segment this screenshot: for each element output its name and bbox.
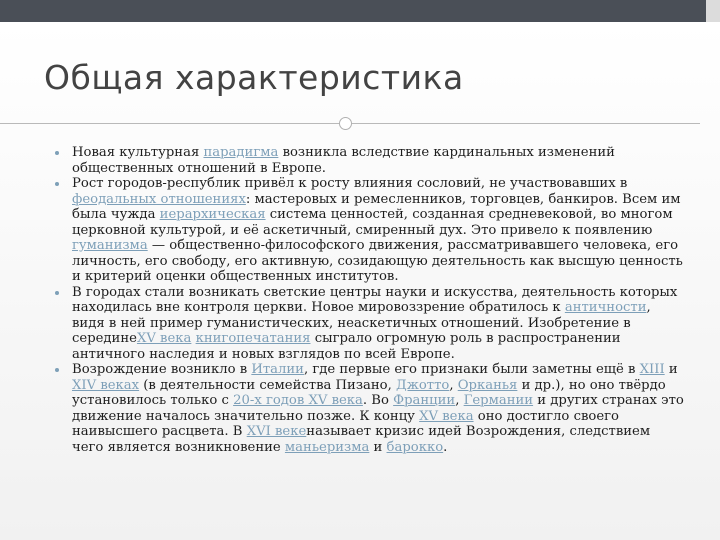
wiki-link[interactable]: XV века xyxy=(136,331,192,346)
bullet-item xyxy=(72,145,684,176)
bullet-text: сыграло огромную роль в распространении античного наследия и новых взглядов по всей Европе. xyxy=(72,331,621,362)
wiki-link[interactable]: маньеризма xyxy=(284,439,370,455)
bullet-list xyxy=(72,145,684,455)
bullet-text: . xyxy=(443,439,448,455)
wiki-link[interactable]: XIV веках xyxy=(72,377,140,393)
top-bar xyxy=(0,0,720,22)
bullet-text: (в деятельности семейства Пизано, xyxy=(139,377,396,393)
bullet-text: и xyxy=(369,439,387,455)
wiki-link[interactable]: Италии xyxy=(251,362,304,377)
wiki-link[interactable]: книгопечатания xyxy=(195,331,311,346)
wiki-link[interactable]: XV века xyxy=(419,408,474,424)
bullet-text: оно достигло своего наивысшего расцвета. В xyxy=(72,408,619,439)
bullet-text: возникла вследствие кардинальных изменений общественных отношений в Европе. xyxy=(72,145,615,176)
bullet-item xyxy=(72,362,684,455)
wiki-link[interactable]: античности xyxy=(564,300,647,315)
bullet-text: Рост городов-республик привёл к росту влияния сословий, не участвовавших в xyxy=(72,176,628,191)
wiki-link[interactable]: XVI веке xyxy=(246,424,307,439)
bullet-text: , xyxy=(455,393,464,408)
bullet-text: и xyxy=(664,362,678,377)
slide-title: Общая характеристика xyxy=(44,58,464,97)
bullet-item xyxy=(72,176,684,285)
bullet-text: — общественно-философского движения, рассматривавшего человека, его личность, его свободу, его активную, созидающую деятельность как высшую ценность и критерий оценки общественных институтов. xyxy=(72,238,683,284)
wiki-link[interactable]: барокко xyxy=(386,439,444,455)
wiki-link[interactable]: феодальных отношениях xyxy=(72,191,246,207)
top-bar-dark-band xyxy=(0,0,706,22)
bullet-text: . Во xyxy=(362,393,394,408)
bullet-text: система ценностей, созданная средневековой, во многом церковной культурой, и её аскетичный, смиренный дух. Это привело к появлению xyxy=(72,207,673,238)
bullet-text: В городах стали возникать светские центры науки и искусства, деятельность которых находилась вне контроля церкви. Новое мировоззрение обратилось к xyxy=(72,284,678,315)
divider-ring-ornament xyxy=(339,117,352,130)
wiki-link[interactable]: иерархическая xyxy=(159,207,266,222)
bullet-text: называет кризис идей Возрождения, следствием чего является возникновение xyxy=(72,424,651,455)
wiki-link[interactable]: гуманизма xyxy=(72,238,148,253)
bullet-item xyxy=(72,285,684,363)
bullet-text: : мастеровых и ремесленников, торговцев, банкиров. Всем им была чужда xyxy=(72,191,681,222)
bullet-text: Новая культурная xyxy=(72,145,204,160)
wiki-link[interactable]: парадигма xyxy=(203,145,279,160)
bullet-text: Возрождение возникло в xyxy=(72,362,252,377)
wiki-link[interactable]: Франции xyxy=(393,393,456,408)
wiki-link[interactable]: Германии xyxy=(463,393,534,408)
wiki-link[interactable]: XIII xyxy=(639,362,665,377)
wiki-link[interactable]: Джотто xyxy=(396,377,450,393)
bullet-text: , xyxy=(449,377,458,393)
wiki-link[interactable]: Орканья xyxy=(457,377,518,393)
bullet-text: , где первые его признаки были заметны ещё в xyxy=(303,362,640,377)
bullet-text: и других странах это движение началось значительно позже. К концу xyxy=(72,393,684,424)
bullet-text: , видя в ней пример гуманистических, неаскетичных отношений. Изобретение в середине xyxy=(72,300,651,346)
wiki-link[interactable]: 20-х годов XV века xyxy=(233,393,363,408)
bullet-text: и др.), но оно твёрдо установилось только с xyxy=(72,377,666,408)
